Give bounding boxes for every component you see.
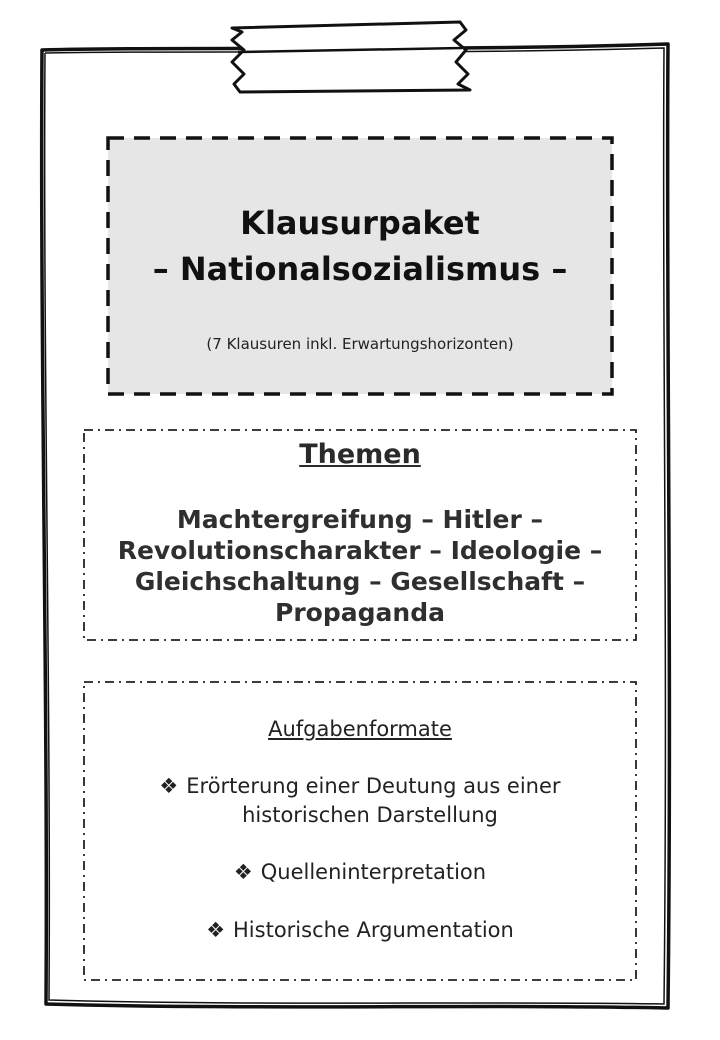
title-box	[108, 138, 612, 394]
tape-strip	[232, 22, 470, 92]
formats-heading: Aufgabenformate	[268, 717, 452, 741]
themes-list	[84, 504, 636, 628]
themes-line-1: Machtergreifung – Hitler –	[176, 505, 544, 534]
format-item-label-continued: historischen Darstellung	[242, 803, 498, 827]
themes-heading: Themen	[299, 439, 421, 470]
themes-line-4: Propaganda	[275, 598, 445, 627]
format-item-label: Quelleninterpretation	[260, 860, 487, 884]
format-item-label: Erörterung einer Deutung aus einer	[186, 774, 561, 798]
title-line-2: – Nationalsozialismus –	[152, 250, 568, 288]
diamond-bullet-icon: ❖	[206, 918, 226, 942]
page-subtitle: (7 Klausuren inkl. Erwartungshorizonten)	[206, 335, 514, 353]
themes-line-2: Revolutionscharakter – Ideologie –	[117, 536, 603, 565]
format-item-argumentation	[84, 916, 636, 945]
page-title	[108, 200, 612, 292]
diamond-bullet-icon: ❖	[233, 860, 253, 884]
format-item-eroerterung	[84, 772, 636, 830]
diamond-bullet-icon: ❖	[159, 774, 179, 798]
format-item-quelleninterpretation	[84, 858, 636, 887]
themes-box	[84, 430, 636, 640]
formats-box	[84, 682, 636, 980]
title-line-1: Klausurpaket	[240, 204, 480, 242]
themes-line-3: Gleichschaltung – Gesellschaft –	[134, 567, 586, 596]
format-item-label: Historische Argumentation	[233, 918, 514, 942]
